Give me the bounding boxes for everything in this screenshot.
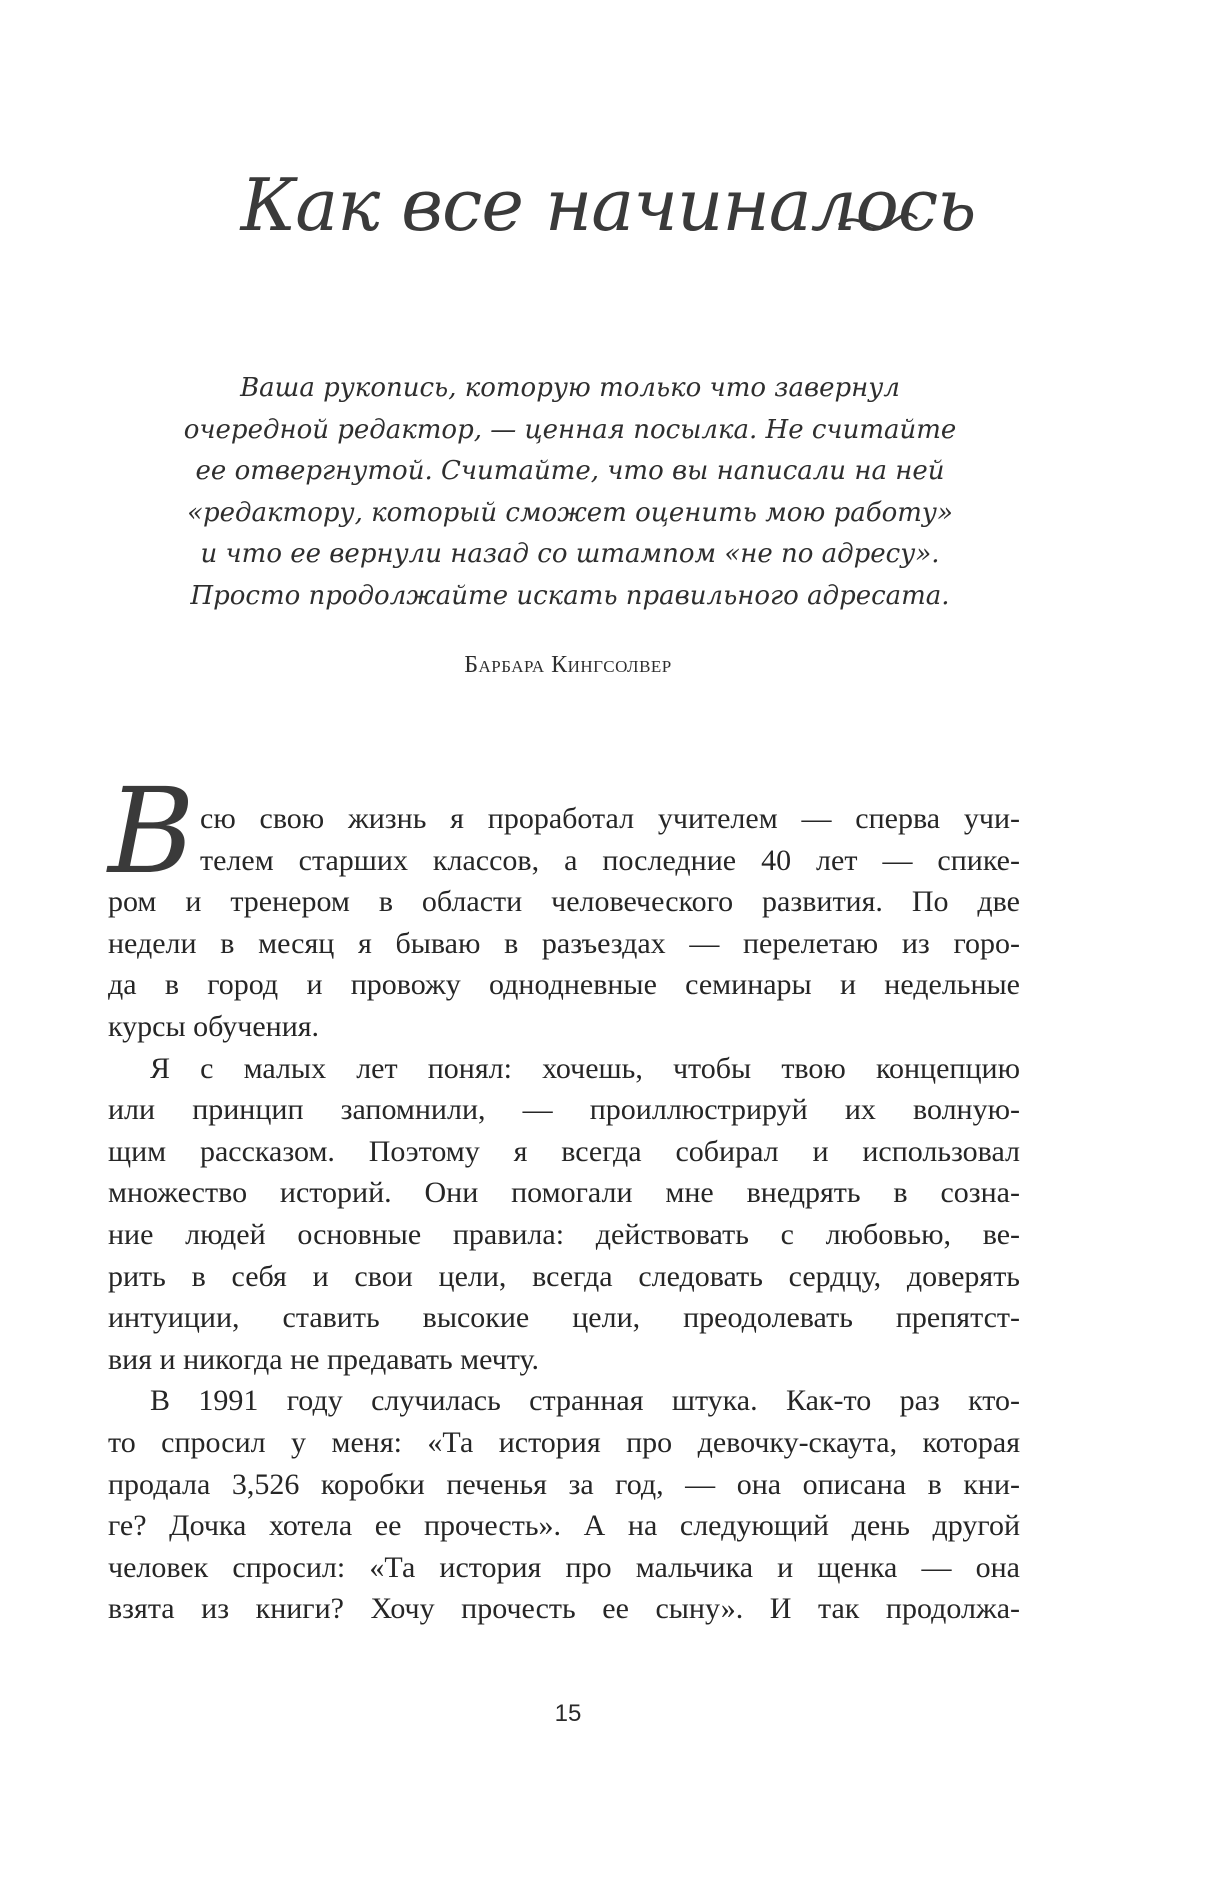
body-line: сю свою жизнь я проработал учителем — сперва учи- <box>200 802 1020 835</box>
epigraph <box>130 368 1010 617</box>
body-line: недели в месяц я бываю в разъездах — перелетаю из горо- <box>108 926 1020 960</box>
body-line: человек спросил: «Та история про мальчика и щенка — она <box>108 1550 1020 1584</box>
title-flourish-icon <box>838 206 918 236</box>
body-line: ге? Дочка хотела ее прочесть». А на следующий день другой <box>108 1509 1020 1543</box>
chapter-header <box>0 150 1216 280</box>
body-line: рить в себя и свои цели, всегда следовать сердцу, доверять <box>108 1259 1020 1293</box>
body-line: вия и никогда не предавать мечту. <box>108 1342 540 1376</box>
body-line: Я с малых лет понял: хочешь, чтобы твою концепцию <box>150 1051 1020 1085</box>
body-line: взята из книги? Хочу прочесть ее сыну». И так продолжа- <box>108 1592 1020 1626</box>
epigraph-line: Ваша рукопись, которую только что завернул <box>240 373 900 403</box>
chapter-body <box>108 762 1020 1630</box>
chapter-title: Как все начиналось <box>240 163 976 247</box>
page-number: 15 <box>554 1700 582 1727</box>
body-line: да в город и провожу однодневные семинары и недельные <box>108 968 1020 1002</box>
body-line: множество историй. Они помогали мне внедрять в созна- <box>108 1176 1020 1210</box>
epigraph-author: Барбара Кингсолвер <box>464 652 672 678</box>
body-line: В 1991 году случилась странная штука. Как-то раз кто- <box>150 1384 1020 1418</box>
epigraph-line: и что ее вернули назад со штампом «не по адресу». <box>200 539 940 569</box>
body-line: ром и тренером в области человеческого развития. По две <box>108 885 1020 919</box>
body-line: или принцип запомнили, — проиллюстрируй их волную- <box>108 1093 1020 1127</box>
epigraph-line: «редактору, который сможет оценить мою работу» <box>187 497 953 528</box>
epigraph-line: ее отвергнутой. Считайте, что вы написали на ней <box>195 456 945 486</box>
epigraph-line: Просто продолжайте искать правильного адресата. <box>190 580 950 611</box>
drop-cap: В <box>108 762 195 900</box>
body-line: ние людей основные правила: действовать с любовью, ве- <box>108 1217 1020 1251</box>
body-line: то спросил у меня: «Та история про девочку-скаута, которая <box>108 1425 1020 1459</box>
body-line: интуиции, ставить высокие цели, преодолевать препятст- <box>108 1301 1020 1335</box>
body-line: курсы обучения. <box>108 1009 320 1043</box>
body-line: продала 3,526 коробки печенья за год, — она описана в кни- <box>108 1467 1020 1501</box>
body-line: щим рассказом. Поэтому я всегда собирал и использовал <box>108 1134 1020 1168</box>
epigraph-line: очередной редактор, — ценная посылка. Не считайте <box>183 414 957 445</box>
body-line: телем старших классов, а последние 40 лет — спике- <box>200 843 1020 877</box>
